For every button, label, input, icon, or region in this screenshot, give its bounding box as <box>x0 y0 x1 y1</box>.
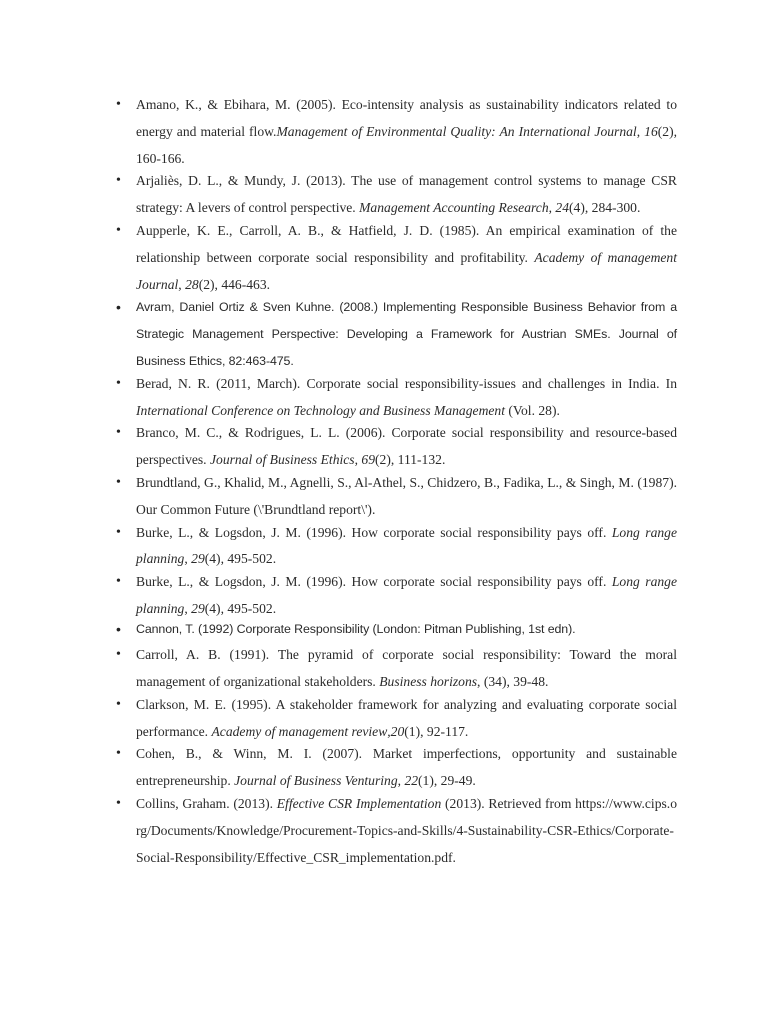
reference-text: Cohen, B., & Winn, M. I. (2007). Market imperfections, opportunity and sustainable entrepreneurship. <box>136 746 677 789</box>
reference-italic-text: Long range planning <box>136 524 677 567</box>
reference-italic-text: Effective CSR Implementation <box>276 796 442 812</box>
reference-italic-text: 22 <box>404 773 419 789</box>
reference-italic-text: Management of Environmental Quality: An International Journal <box>276 123 637 139</box>
reference-italic-text: 24 <box>555 200 570 216</box>
reference-item <box>136 168 677 222</box>
reference-text: Burke, L., & Logsdon, J. M. (1996). How corporate social responsibility pays off. <box>136 524 612 540</box>
reference-text: (4), 495-502. <box>204 551 277 567</box>
reference-italic-text: Academy of management Journal <box>136 249 678 292</box>
reference-italic-text: 29 <box>191 551 205 567</box>
reference-item <box>136 294 677 374</box>
reference-item <box>136 692 677 746</box>
reference-text: , <box>397 773 405 789</box>
reference-text: Cannon, T. (1992) Corporate Responsibility (London: Pitman Publishing, 1st edn). <box>136 621 576 636</box>
reference-text: (1), 29-49. <box>418 773 476 789</box>
reference-text: Amano, K., & Ebihara, M. (2005). Eco-intensity analysis as sustainability indicators related to energy and material flow. <box>136 97 677 139</box>
reference-italic-text: Business horizons <box>379 674 478 690</box>
reference-item <box>136 619 677 641</box>
reference-italic-text: Journal of Business Ethics <box>209 452 355 468</box>
reference-item <box>136 569 677 623</box>
reference-item <box>136 371 677 425</box>
reference-item <box>136 642 677 696</box>
reference-italic-text: Academy of management review <box>211 723 388 739</box>
reference-text: Burke, L., & Logsdon, J. M. (1996). How corporate social responsibility pays off. <box>136 574 612 590</box>
reference-italic-text: International Conference on Technology and Business Management <box>136 402 505 418</box>
reference-text: , <box>184 551 192 567</box>
reference-text: Collins, Graham. (2013). <box>136 796 277 812</box>
reference-text: , <box>184 600 192 616</box>
reference-text: (1), 92-117. <box>404 723 469 739</box>
reference-text: , <box>548 200 556 216</box>
reference-text: Arjaliès, D. L., & Mundy, J. (2013). The use of management control systems to manage CSR strategy: A levers of control perspective. <box>136 173 677 216</box>
reference-text: , <box>636 123 645 139</box>
reference-italic-text: Management Accounting Research <box>359 200 549 216</box>
reference-text: , <box>387 723 391 739</box>
reference-text: (2), 446-463. <box>198 276 271 292</box>
reference-item <box>136 420 677 474</box>
reference-item <box>136 520 677 574</box>
reference-text: Carroll, A. B. (1991). The pyramid of corporate social responsibility: Toward the moral management of organizational stakeholders. <box>136 647 677 690</box>
reference-item <box>136 218 677 298</box>
reference-text: , <box>178 276 186 292</box>
reference-italic-text: Journal of Business Venturing <box>234 773 398 789</box>
reference-text: , <box>354 452 362 468</box>
reference-item <box>136 92 677 172</box>
reference-list <box>0 92 768 867</box>
reference-text: , (34), 39-48. <box>477 674 549 690</box>
reference-text: (Vol. 28). <box>505 402 560 418</box>
reference-text: Brundtland, G., Khalid, M., Agnelli, S., Al-Athel, S., Chidzero, B., Fadika, L., & Singh, M. (1987). Our Common Future (\'Brundtland report\'). <box>136 474 677 517</box>
reference-italic-text: Long range planning <box>136 574 677 616</box>
reference-text: (4), 495-502. <box>204 600 277 616</box>
reference-text: (2013). Retrieved from https://www.cips.org/Documents/Knowledge/Procurement-Topics-and-Skills/4-Sustainability-CSR-Ethics/Corporate-Social-Responsibility/Effective_CSR_implementation.pdf. <box>136 796 677 865</box>
reference-text: Avram, Daniel Ortiz & Sven Kuhne. (2008.) Implementing Responsible Business Behavior from a Strategic Management Perspective: Developing a Framework for Austrian SMEs. Journal of Business Ethics, 82:463-475. <box>136 300 677 368</box>
reference-italic-text: 29 <box>191 600 205 616</box>
reference-italic-text: 69 <box>361 452 375 468</box>
reference-text: (2), 160-166. <box>136 123 678 166</box>
reference-italic-text: 20 <box>390 723 405 739</box>
reference-item <box>136 741 677 795</box>
reference-item <box>136 470 677 524</box>
reference-item <box>136 791 677 871</box>
reference-text: Clarkson, M. E. (1995). A stakeholder framework for analyzing and evaluating corporate social performance. <box>136 696 677 739</box>
reference-text: (2), 111-132. <box>375 452 446 468</box>
reference-text: (4), 284-300. <box>569 200 641 216</box>
reference-text: Branco, M. C., & Rodrigues, L. L. (2006). Corporate social responsibility and resource-based perspectives. <box>136 425 677 468</box>
reference-text: Aupperle, K. E., Carroll, A. B., & Hatfield, J. D. (1985). An empirical examination of the relationship between corporate social responsibility and profitability. <box>136 222 677 265</box>
reference-text: Berad, N. R. (2011, March). Corporate social responsibility-issues and challenges in India. In <box>136 375 677 391</box>
reference-italic-text: 28 <box>185 276 199 292</box>
reference-italic-text: 16 <box>644 123 658 139</box>
